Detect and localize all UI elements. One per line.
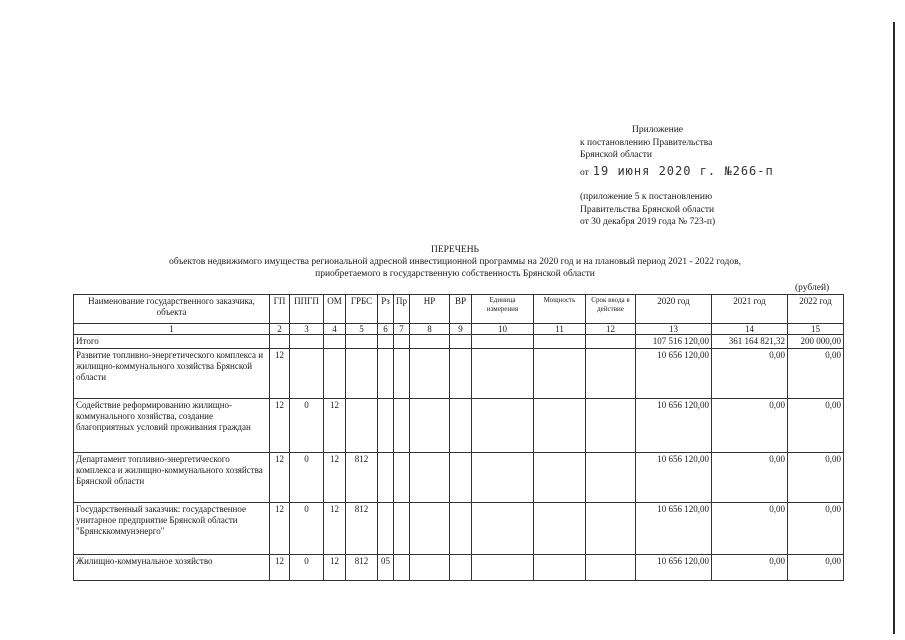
currency-label: (рублей) — [795, 283, 830, 293]
cell-2022: 0,00 — [788, 503, 844, 555]
header-cell: ВР — [450, 295, 472, 324]
cell-vr — [450, 399, 472, 453]
cell-2021: 0,00 — [712, 349, 788, 399]
cell-ppgp: 0 — [290, 399, 324, 453]
index-cell: 15 — [788, 324, 844, 335]
index-cell: 8 — [410, 324, 450, 335]
cell-unit — [472, 555, 534, 581]
cell-2020: 107 516 120,00 — [636, 335, 712, 349]
appendix-note-1: (приложение 5 к постановлению — [580, 192, 713, 202]
cell-om: 12 — [324, 453, 346, 503]
index-cell: 2 — [270, 324, 290, 335]
cell-capacity — [534, 555, 586, 581]
index-cell: 9 — [450, 324, 472, 335]
cell-unit — [472, 399, 534, 453]
header-cell: НР — [410, 295, 450, 324]
cell-pr — [394, 399, 410, 453]
table-row — [74, 503, 844, 555]
index-cell: 14 — [712, 324, 788, 335]
header-cell: ППГП — [290, 295, 324, 324]
cell-2020: 10 656 120,00 — [636, 399, 712, 453]
table-row — [74, 349, 844, 399]
cell-rz — [378, 503, 394, 555]
index-cell: 4 — [324, 324, 346, 335]
cell-rz: 05 — [378, 555, 394, 581]
cell-gp: 12 — [270, 349, 290, 399]
heading-title: ПЕРЕЧЕНЬ — [430, 245, 480, 255]
cell-pr — [394, 555, 410, 581]
cell-term — [586, 453, 636, 503]
cell-2021: 0,00 — [712, 453, 788, 503]
table-row — [74, 453, 844, 503]
appendix-line-1: к постановлению Правительства — [580, 137, 713, 148]
page-edge-line — [893, 22, 895, 634]
cell-vr — [450, 453, 472, 503]
cell-om: 12 — [324, 399, 346, 453]
cell-nr — [410, 335, 450, 349]
cell-term — [586, 335, 636, 349]
cell-rz — [378, 453, 394, 503]
cell-vr — [450, 335, 472, 349]
cell-gp: 12 — [270, 555, 290, 581]
index-cell: 1 — [74, 324, 270, 335]
cell-2020: 10 656 120,00 — [636, 503, 712, 555]
cell-om — [324, 349, 346, 399]
cell-gp: 12 — [270, 453, 290, 503]
cell-ppgp — [290, 335, 324, 349]
cell-rz — [378, 335, 394, 349]
cell-ppgp — [290, 349, 324, 399]
cell-gp: 12 — [270, 399, 290, 453]
cell-ppgp: 0 — [290, 503, 324, 555]
cell-rz — [378, 399, 394, 453]
cell-rz — [378, 349, 394, 399]
cell-unit — [472, 503, 534, 555]
cell-2021: 0,00 — [712, 399, 788, 453]
table-row — [74, 555, 844, 581]
cell-unit — [472, 335, 534, 349]
cell-pr — [394, 335, 410, 349]
index-cell: 11 — [534, 324, 586, 335]
cell-grbs: 812 — [346, 453, 378, 503]
cell-unit — [472, 349, 534, 399]
appendix-line-2: Брянской области — [580, 150, 652, 160]
header-cell: Мощность — [534, 295, 586, 324]
cell-grbs — [346, 335, 378, 349]
header-cell: ГРБС — [346, 295, 378, 324]
index-cell: 3 — [290, 324, 324, 335]
cell-2022: 200 000,00 — [788, 335, 844, 349]
appendix-date-line — [580, 165, 820, 180]
header-cell: Пр — [394, 295, 410, 324]
document-heading — [60, 244, 850, 280]
header-cell: Рз — [378, 295, 394, 324]
cell-om: 12 — [324, 503, 346, 555]
cell-term — [586, 555, 636, 581]
index-cell: 13 — [636, 324, 712, 335]
index-cell: 5 — [346, 324, 378, 335]
row-name: Государственный заказчик: государственное унитарное предприятие Брянской области "Брянсккоммунэнерго" — [74, 503, 270, 555]
cell-capacity — [534, 335, 586, 349]
row-name: Содействие реформированию жилищно-коммунального хозяйства, создание благоприятных условий проживания граждан — [74, 399, 270, 453]
header-cell: Наименование государственного заказчика, объекта — [74, 295, 270, 324]
cell-capacity — [534, 399, 586, 453]
header-cell: Единица измерения — [472, 295, 534, 324]
cell-capacity — [534, 349, 586, 399]
cell-2022: 0,00 — [788, 349, 844, 399]
index-cell: 10 — [472, 324, 534, 335]
cell-nr — [410, 349, 450, 399]
appendix-date-prefix: от — [580, 167, 589, 178]
table-header-row — [74, 295, 844, 324]
cell-grbs: 812 — [346, 555, 378, 581]
cell-nr — [410, 503, 450, 555]
cell-vr — [450, 555, 472, 581]
header-cell: ОМ — [324, 295, 346, 324]
cell-2020: 10 656 120,00 — [636, 555, 712, 581]
cell-capacity — [534, 453, 586, 503]
cell-om: 12 — [324, 555, 346, 581]
header-cell: 2020 год — [636, 295, 712, 324]
cell-unit — [472, 453, 534, 503]
cell-2020: 10 656 120,00 — [636, 453, 712, 503]
cell-nr — [410, 399, 450, 453]
appendix-note-2: Правительства Брянской области — [580, 204, 715, 215]
cell-2022: 0,00 — [788, 453, 844, 503]
table-row — [74, 335, 844, 349]
cell-2022: 0,00 — [788, 399, 844, 453]
investment-table — [73, 294, 844, 581]
cell-2022: 0,00 — [788, 555, 844, 581]
appendix-block — [580, 124, 820, 229]
cell-grbs — [346, 349, 378, 399]
appendix-note-3: от 30 декабря 2019 года № 723-п) — [580, 217, 716, 227]
appendix-date-handwritten: 19 июня 2020 г. №266-п — [592, 163, 774, 178]
table-row — [74, 399, 844, 453]
table-index-row — [74, 324, 844, 335]
cell-grbs: 812 — [346, 503, 378, 555]
cell-pr — [394, 453, 410, 503]
cell-om — [324, 335, 346, 349]
heading-line-2: приобретаемого в государственную собственность Брянской области — [315, 269, 595, 279]
cell-capacity — [534, 503, 586, 555]
cell-nr — [410, 453, 450, 503]
cell-2021: 0,00 — [712, 555, 788, 581]
cell-term — [586, 503, 636, 555]
header-cell: Срок ввода в действие — [586, 295, 636, 324]
header-cell: 2022 год — [788, 295, 844, 324]
cell-ppgp: 0 — [290, 555, 324, 581]
header-cell: ГП — [270, 295, 290, 324]
row-name: Департамент топливно-энергетического комплекса и жилищно-коммунального хозяйства Брянской области — [74, 453, 270, 503]
cell-pr — [394, 349, 410, 399]
cell-grbs — [346, 399, 378, 453]
index-cell: 7 — [394, 324, 410, 335]
index-cell: 6 — [378, 324, 394, 335]
row-name: Развитие топливно-энергетического комплекса и жилищно-коммунального хозяйства Брянской области — [74, 349, 270, 399]
cell-2021: 0,00 — [712, 503, 788, 555]
row-name: Жилищно-коммунальное хозяйство — [74, 555, 270, 581]
cell-2020: 10 656 120,00 — [636, 349, 712, 399]
cell-ppgp: 0 — [290, 453, 324, 503]
cell-vr — [450, 503, 472, 555]
cell-2021: 361 164 821,32 — [712, 335, 788, 349]
cell-vr — [450, 349, 472, 399]
header-cell: 2021 год — [712, 295, 788, 324]
cell-pr — [394, 503, 410, 555]
appendix-title: Приложение — [632, 125, 683, 135]
cell-term — [586, 399, 636, 453]
index-cell: 12 — [586, 324, 636, 335]
row-name: Итого — [74, 335, 270, 349]
heading-line-1: объектов недвижимого имущества региональной адресной инвестиционной программы на 2020 год и на плановый период 2021 - 2022 годов, — [169, 257, 741, 267]
cell-nr — [410, 555, 450, 581]
cell-gp: 12 — [270, 503, 290, 555]
cell-gp — [270, 335, 290, 349]
cell-term — [586, 349, 636, 399]
